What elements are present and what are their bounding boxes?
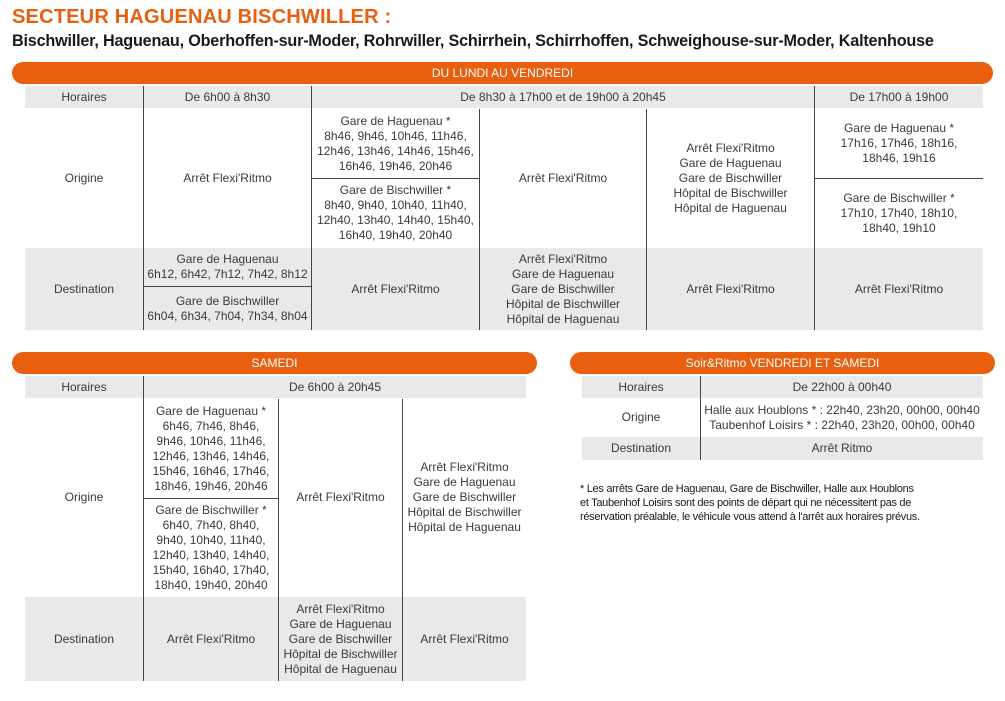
weekday-banner: DU LUNDI AU VENDREDI: [12, 62, 993, 84]
page-title: SECTEUR HAGUENAU BISCHWILLER :: [12, 6, 392, 28]
saturday-row-label-origine: Origine: [64, 490, 104, 504]
saturday-origin-c1a: Gare de Haguenau * 6h46, 7h46, 8h46, 9h46, 10h46, 11h46, 12h46, 13h46, 14h46, 15h46, 16h46, 17h46, 18h46, 19h46, 20h46: [152, 403, 270, 493]
grid-line: [144, 286, 311, 287]
evening-origin: Halle aux Houblons * : 22h40, 23h20, 00h00, 00h40 Taubenhof Loisirs * : 22h40, 23h20, 00h00, 00h40: [704, 402, 980, 432]
grid-line: [143, 376, 144, 681]
saturday-banner: SAMEDI: [12, 352, 537, 374]
grid-line: [815, 178, 983, 179]
grid-line: [700, 376, 701, 460]
grid-line: [646, 109, 647, 330]
weekday-origin-c4: Arrêt Flexi'Ritmo Gare de Haguenau Gare de Bischwiller Hôpital de Bischwiller Hôpital de Haguenau: [673, 140, 788, 215]
grid-line: [479, 109, 480, 330]
saturday-row-label-horaires: Horaires: [25, 376, 143, 398]
weekday-destination-c2: Arrêt Flexi'Ritmo: [312, 248, 479, 330]
page-subtitle: Bischwiller, Haguenau, Oberhoffen-sur-Moder, Rohrwiller, Schirrhein, Schirrhoffen, Schweighouse-sur-Moder, Kaltenhouse: [12, 32, 934, 50]
saturday-destination-c3: Arrêt Flexi'Ritmo: [403, 597, 526, 681]
evening-banner: Soir&Ritmo VENDREDI ET SAMEDI: [570, 352, 995, 374]
saturday-origin-c1b: Gare de Bischwiller * 6h40, 7h40, 8h40, 9h40, 10h40, 11h40, 12h40, 13h40, 14h40, 15h40, 16h40, 17h40, 18h40, 19h40, 20h40: [152, 502, 270, 592]
grid-line: [311, 86, 312, 330]
weekday-origin-c2a: Gare de Haguenau * 8h46, 9h46, 10h46, 11h46, 12h46, 13h46, 14h46, 15h46, 16h46, 19h46, 20h46: [317, 113, 474, 173]
weekday-origin-c3: Arrêt Flexi'Ritmo: [518, 170, 608, 185]
weekday-origin-c5b: Gare de Bischwiller * 17h10, 17h40, 18h10, 18h40, 19h10: [840, 190, 958, 235]
weekday-destination-c3: Arrêt Flexi'Ritmo Gare de Haguenau Gare de Bischwiller Hôpital de Bischwiller Hôpital de Haguenau: [480, 248, 646, 330]
weekday-hours-1: De 6h00 à 8h30: [144, 86, 311, 108]
weekday-hours-2: De 8h30 à 17h00 et de 19h00 à 20h45: [312, 86, 814, 108]
grid-line: [402, 399, 403, 681]
saturday-origin-c2: Arrêt Flexi'Ritmo: [296, 490, 385, 504]
grid-line: [143, 86, 144, 330]
weekday-destination-c1a: Gare de Haguenau 6h12, 6h42, 7h12, 7h42, 8h12: [144, 248, 311, 286]
evening-row-label-destination: Destination: [582, 437, 700, 460]
weekday-destination-c5: Arrêt Flexi'Ritmo: [815, 248, 983, 330]
weekday-origin-c1: Arrêt Flexi'Ritmo: [183, 170, 272, 185]
weekday-origin-c2b: Gare de Bischwiller * 8h40, 9h40, 10h40, 11h40, 12h40, 13h40, 14h40, 15h40, 16h40, 19h40, 20h40: [317, 183, 474, 242]
grid-line: [144, 498, 278, 499]
saturday-row-label-destination: Destination: [25, 597, 143, 681]
saturday-origin-c3: Arrêt Flexi'Ritmo Gare de Haguenau Gare de Bischwiller Hôpital de Bischwiller Hôpital de Haguenau: [407, 460, 522, 534]
footnote: * Les arrêts Gare de Haguenau, Gare de Bischwiller, Halle aux Houblons et Taubenhof Loisirs sont des points de départ qui ne nécessitent pas de réservation préalable, le véhicule vous attend à l'arrêt aux horaires prévus.: [580, 483, 920, 523]
evening-hours: De 22h00 à 00h40: [701, 376, 983, 398]
weekday-hours-3: De 17h00 à 19h00: [815, 86, 983, 108]
saturday-destination-c1: Arrêt Flexi'Ritmo: [144, 597, 278, 681]
evening-row-label-origine: Origine: [621, 410, 661, 424]
evening-row-label-horaires: Horaires: [582, 376, 700, 398]
weekday-origin-c5a: Gare de Haguenau * 17h16, 17h46, 18h16, 18h46, 19h16: [840, 121, 958, 165]
saturday-hours: De 6h00 à 20h45: [144, 376, 526, 398]
grid-line: [814, 86, 815, 330]
grid-line: [312, 178, 479, 179]
weekday-destination-c4: Arrêt Flexi'Ritmo: [647, 248, 814, 330]
saturday-destination-c2: Arrêt Flexi'Ritmo Gare de Haguenau Gare de Bischwiller Hôpital de Bischwiller Hôpital de Haguenau: [279, 597, 402, 681]
evening-destination: Arrêt Ritmo: [701, 437, 983, 460]
weekday-row-label-horaires: Horaires: [25, 86, 143, 108]
weekday-row-label-destination: Destination: [25, 248, 143, 330]
weekday-row-label-origine: Origine: [64, 170, 104, 185]
grid-line: [278, 399, 279, 681]
weekday-destination-c1b: Gare de Bischwiller 6h04, 6h34, 7h04, 7h34, 8h04: [144, 287, 311, 330]
